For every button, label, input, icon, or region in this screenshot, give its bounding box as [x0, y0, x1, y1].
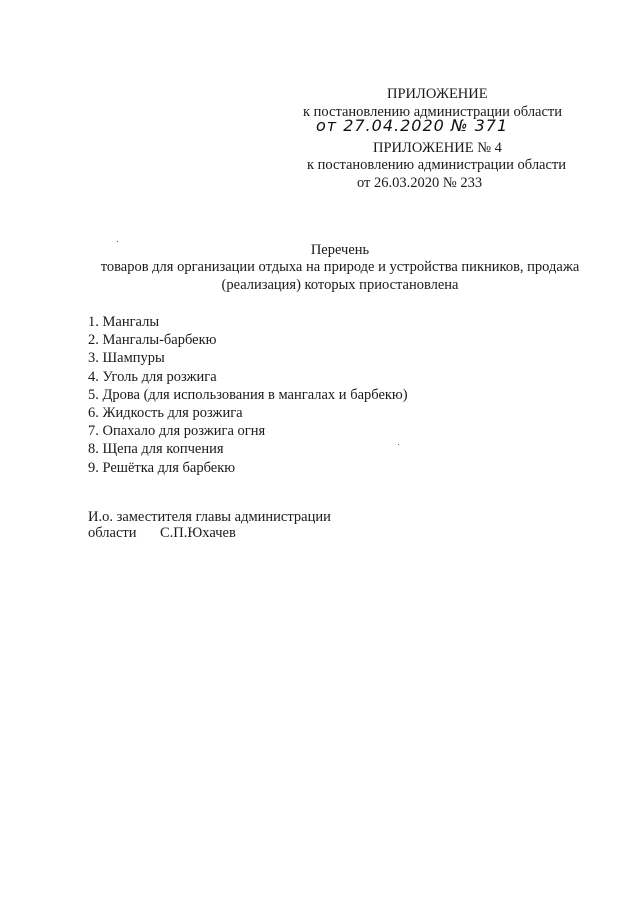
appendix-4-title: ПРИЛОЖЕНИЕ № 4: [373, 140, 502, 156]
list-item: 9. Решётка для барбекю: [88, 459, 236, 476]
list-item: 5. Дрова (для использования в мангалах и барбекю): [88, 386, 408, 403]
list-item: 7. Опахало для розжига огня: [88, 423, 266, 440]
goods-list: [88, 313, 408, 477]
list-heading: Перечень: [310, 242, 370, 258]
list-subtitle-line-2: (реализация) которых приостановлена: [221, 277, 459, 293]
list-item: 8. Щепа для копчения: [88, 441, 224, 458]
signatory-position: И.о. заместителя главы администрации: [88, 509, 331, 525]
appendix-4-reference: к постановлению администрации области: [307, 157, 567, 173]
list-item: 1. Мангалы: [88, 314, 160, 330]
appendix-title: ПРИЛОЖЕНИЕ: [387, 86, 488, 102]
scan-speck: [398, 444, 399, 445]
appendix-4-date: от 26.03.2020 № 233: [357, 175, 483, 191]
handwritten-date-number: от 27.04.2020 № 371: [316, 116, 509, 135]
signatory-name: С.П.Юхачев: [160, 525, 236, 541]
list-item: 2. Мангалы-барбекю: [88, 332, 217, 349]
list-subtitle-line-1: товаров для организации отдыха на природе и устройства пикников, продажа: [100, 259, 580, 275]
appendix-reference: к постановлению администрации области: [303, 104, 563, 120]
scan-speck: [117, 241, 118, 242]
list-item: 3. Шампуры: [88, 350, 165, 367]
list-item: 4. Уголь для розжига: [88, 368, 217, 385]
signatory-region: области: [88, 525, 137, 541]
list-item: 6. Жидкость для розжига: [88, 405, 243, 422]
